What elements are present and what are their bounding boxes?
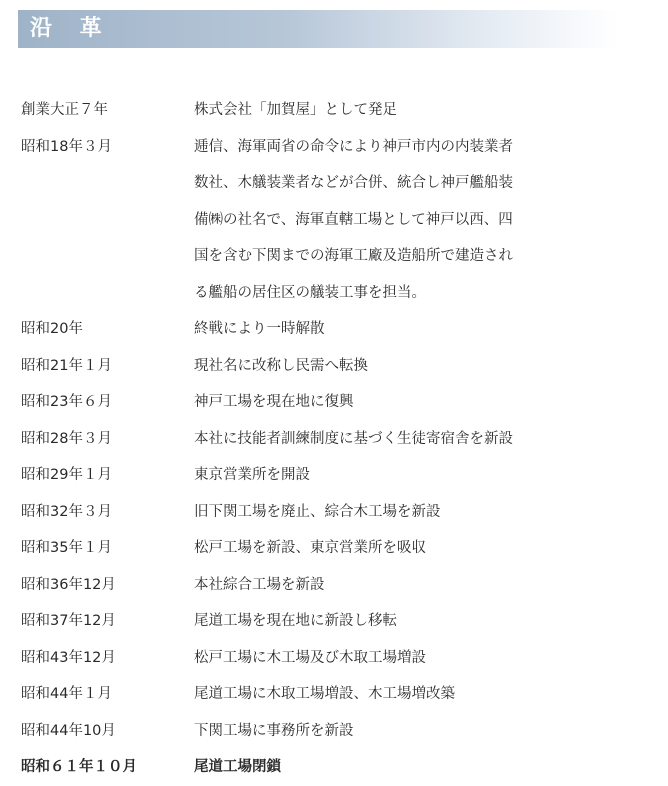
entry-description (194, 384, 651, 421)
entry-description-line: 旧下関工場を廃止、綜合木工場を新設 (194, 503, 441, 520)
entry-date: 昭和21年１月 (21, 357, 112, 374)
timeline-entry (21, 530, 651, 567)
entry-description-line: 東京営業所を開設 (194, 467, 310, 483)
timeline-entry (21, 457, 651, 494)
entry-description (194, 749, 651, 786)
entry-date: 昭和36年12月 (21, 576, 116, 593)
timeline-entry (21, 640, 651, 677)
entry-description-line: 尾道工場閉鎖 (194, 759, 281, 775)
entry-description (194, 567, 651, 604)
entry-description-line: 終戦により一時解散 (194, 321, 325, 337)
timeline-entry (21, 384, 651, 421)
entry-description (194, 92, 651, 129)
entry-description-line: 数社、木艤装業者などが合併、統合し神戸艦船装 (194, 175, 513, 191)
timeline-entry (21, 749, 651, 786)
timeline-entry (21, 311, 651, 348)
entry-date: 昭和32年３月 (21, 503, 112, 520)
entry-description (194, 640, 651, 677)
entry-date: 昭和23年６月 (21, 394, 112, 410)
section-header (18, 10, 618, 48)
entry-description-line: 本社に技能者訓練制度に基づく生徒寄宿舎を新設 (194, 430, 513, 447)
entry-date: 創業大正７年 (21, 102, 108, 118)
entry-description (194, 603, 651, 640)
entry-description-line: 松戸工場を新設、東京営業所を吸収 (194, 540, 426, 556)
entry-date: 昭和20年 (21, 321, 83, 337)
timeline-entry (21, 129, 651, 312)
history-timeline (21, 92, 651, 786)
entry-date: 昭和43年12月 (21, 649, 116, 666)
entry-description (194, 348, 651, 385)
entry-description-line: 現社名に改称し民需へ転換 (194, 357, 368, 374)
entry-description-line: る艦船の居住区の艤装工事を担当。 (194, 284, 426, 301)
entry-description-line: 国を含む下関までの海軍工廠及造船所で建造され (194, 248, 513, 264)
entry-description-line: 松戸工場に木工場及び木取工場増設 (194, 649, 426, 666)
entry-date: 昭和37年12月 (21, 613, 116, 629)
entry-description (194, 713, 651, 750)
entry-description-line: 逓信、海軍両省の命令により神戸市内の内装業者 (194, 138, 513, 155)
timeline-entry (21, 92, 651, 129)
entry-description (194, 457, 651, 494)
entry-date: 昭和29年１月 (21, 467, 112, 483)
entry-description-line: 備㈱の社名で、海軍直轄工場として神戸以西、四 (194, 211, 513, 228)
timeline-entry (21, 713, 651, 750)
timeline-entry (21, 421, 651, 458)
entry-description (194, 421, 651, 458)
timeline-entry (21, 348, 651, 385)
entry-description (194, 311, 651, 348)
entry-description-line: 株式会社「加賀屋」として発足 (194, 102, 397, 118)
entry-description (194, 494, 651, 531)
entry-date: 昭和28年３月 (21, 430, 112, 447)
entry-description (194, 676, 651, 713)
entry-date: 昭和６１年１０月 (21, 759, 137, 775)
entry-description (194, 129, 651, 312)
entry-date: 昭和18年３月 (21, 138, 112, 155)
timeline-entry (21, 567, 651, 604)
timeline-entry (21, 676, 651, 713)
timeline-entry (21, 603, 651, 640)
timeline-entry (21, 494, 651, 531)
entry-description-line: 尾道工場に木取工場増設、木工場増改築 (194, 686, 455, 702)
entry-description-line: 尾道工場を現在地に新設し移転 (194, 613, 397, 629)
entry-description-line: 神戸工場を現在地に復興 (194, 394, 354, 410)
entry-description (194, 530, 651, 567)
section-title: 沿 革 (30, 16, 112, 41)
entry-date: 昭和44年１月 (21, 686, 112, 702)
entry-description-line: 下関工場に事務所を新設 (194, 722, 354, 739)
entry-date: 昭和35年１月 (21, 540, 112, 556)
entry-date: 昭和44年10月 (21, 722, 116, 739)
entry-description-line: 本社綜合工場を新設 (194, 576, 325, 593)
